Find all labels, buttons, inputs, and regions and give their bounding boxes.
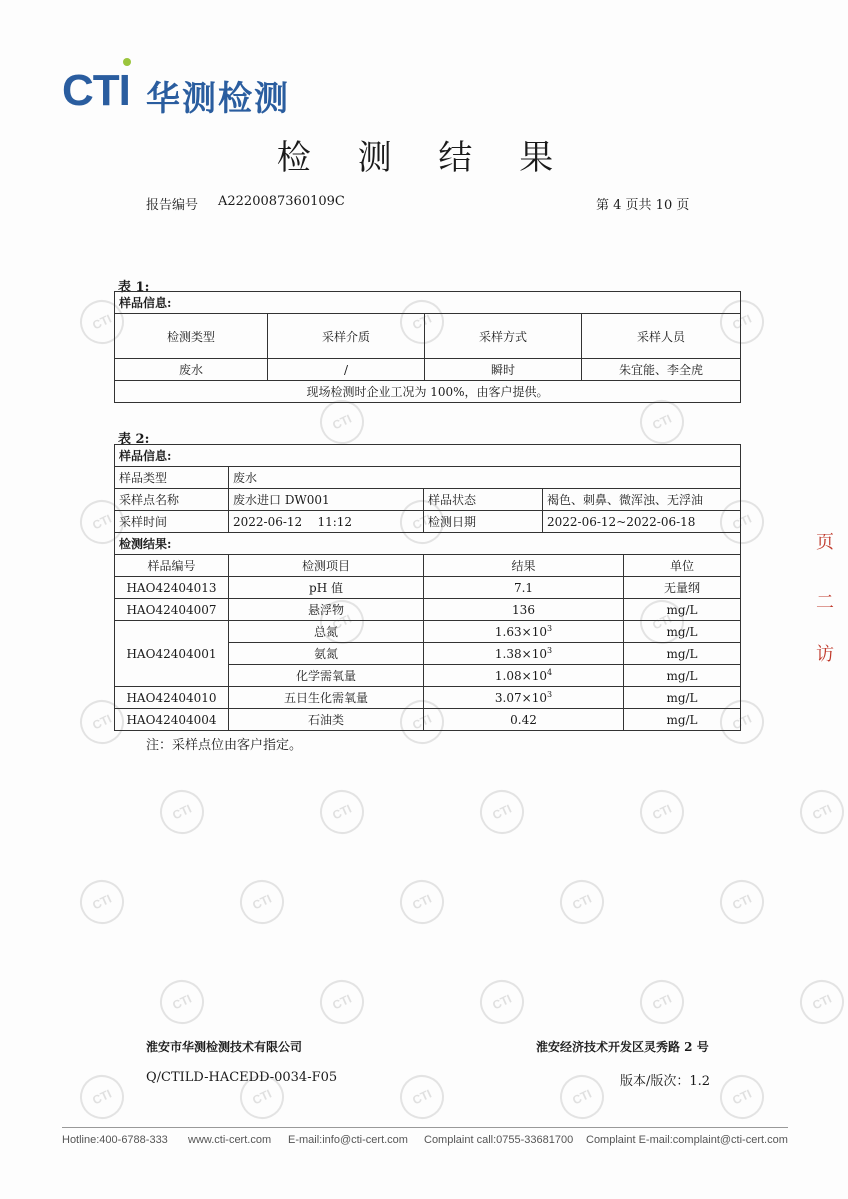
table2-footnote: 注：采样点位由客户指定。: [146, 738, 303, 753]
cti-watermark-icon: CTI: [713, 293, 771, 351]
result-value: $1.38\times 10^3$: [424, 643, 624, 665]
logo-dot-icon: [123, 58, 131, 66]
sampling-point: 废水进口 DW001: [229, 489, 424, 511]
cti-watermark-icon: CTI: [713, 493, 771, 551]
complaint-call: Complaint call:0755-33681700: [424, 1134, 574, 1146]
table2-section-info: 样品信息:: [115, 445, 741, 467]
sample-id: HAO42404004: [115, 709, 229, 731]
result-value: 7.1: [424, 577, 624, 599]
company-logo-text: 华测检测: [146, 79, 290, 119]
website-link[interactable]: www.cti-cert.com: [188, 1134, 272, 1146]
sampling-time-label: 采样时间: [115, 511, 229, 533]
cti-watermark-icon: CTI: [313, 393, 371, 451]
result-value: $1.08\times 10^4$: [424, 665, 624, 687]
cti-watermark-icon: CTI: [393, 873, 451, 931]
test-date: 2022-06-12~2022-06-18: [543, 511, 741, 533]
footer-company: 淮安市华测检测技术有限公司: [146, 1040, 303, 1054]
sample-id: HAO42404013: [115, 577, 229, 599]
result-value: 0.42: [424, 709, 624, 731]
doc-version: 版本/版次：1.2: [620, 1074, 711, 1089]
table1-caption: 表 1:: [118, 280, 150, 295]
cti-watermark-icon: CTI: [73, 693, 131, 751]
unit: mg/L: [624, 709, 741, 731]
cti-watermark-icon: CTI: [73, 293, 131, 351]
table1-note: 现场检测时企业工况为 100%，由客户提供。: [115, 381, 741, 403]
cti-watermark-icon: CTI: [233, 1068, 291, 1126]
results-table: [114, 554, 741, 731]
cti-watermark-icon: CTI: [233, 873, 291, 931]
margin-mark: 页: [816, 532, 834, 553]
sample-state: 褐色、刺鼻、微浑浊、无浮油: [543, 489, 741, 511]
unit: mg/L: [624, 687, 741, 709]
sampling-point-label: 采样点名称: [115, 489, 229, 511]
table-row: [115, 577, 741, 599]
sample-state-label: 样品状态: [424, 489, 543, 511]
cti-logo: CTI: [62, 66, 130, 115]
cti-watermark-icon: CTI: [393, 1068, 451, 1126]
unit: mg/L: [624, 665, 741, 687]
test-item: 五日生化需氧量: [229, 687, 424, 709]
table2: [114, 444, 741, 555]
table2-section-result: 检测结果:: [115, 533, 741, 555]
cti-watermark-icon: CTI: [633, 783, 691, 841]
table1-header: 采样介质: [268, 314, 425, 359]
sampling-time: 2022-06-12 11:12: [229, 511, 424, 533]
table1-cell: /: [268, 359, 425, 381]
margin-mark: 二: [816, 592, 834, 613]
table1-cell: 瞬时: [425, 359, 582, 381]
results-header: 单位: [624, 555, 741, 577]
cti-watermark-icon: CTI: [793, 783, 848, 841]
table-row: [115, 621, 741, 643]
unit: mg/L: [624, 599, 741, 621]
sample-type-label: 样品类型: [115, 467, 229, 489]
cti-watermark-icon: CTI: [73, 1068, 131, 1126]
cti-watermark-icon: CTI: [153, 783, 211, 841]
test-date-label: 检测日期: [424, 511, 543, 533]
table-row: [115, 709, 741, 731]
cti-watermark-icon: CTI: [713, 873, 771, 931]
page-title: 检 测 结 果: [276, 138, 572, 178]
result-value: $1.63\times 10^3$: [424, 621, 624, 643]
test-item: 石油类: [229, 709, 424, 731]
test-item: 悬浮物: [229, 599, 424, 621]
cti-watermark-icon: CTI: [473, 973, 531, 1031]
cti-watermark-icon: CTI: [553, 1068, 611, 1126]
footer-address: 淮安经济技术开发区灵秀路 2 号: [536, 1040, 709, 1054]
results-header: 结果: [424, 555, 624, 577]
complaint-email-link[interactable]: Complaint E-mail:complaint@cti-cert.com: [586, 1134, 788, 1146]
cti-watermark-icon: CTI: [713, 1068, 771, 1126]
table1-section: 样品信息:: [115, 292, 741, 314]
cti-watermark-icon: CTI: [473, 783, 531, 841]
cti-watermark-icon: CTI: [793, 973, 848, 1031]
unit: mg/L: [624, 621, 741, 643]
margin-mark: 访: [816, 644, 834, 665]
cti-watermark-icon: CTI: [153, 973, 211, 1031]
cti-watermark-icon: CTI: [633, 593, 691, 651]
cti-watermark-icon: CTI: [633, 973, 691, 1031]
hotline: Hotline:400-6788-333: [62, 1134, 168, 1146]
table-row: [115, 687, 741, 709]
cti-watermark-icon: CTI: [313, 973, 371, 1031]
table1-cell: 朱宜能、李全虎: [582, 359, 741, 381]
test-item: 总氮: [229, 621, 424, 643]
cti-watermark-icon: CTI: [313, 783, 371, 841]
email-link[interactable]: E-mail:info@cti-cert.com: [288, 1134, 408, 1146]
page-indicator: 第 4 页共 10 页: [596, 198, 690, 213]
test-item: 氨氮: [229, 643, 424, 665]
cti-watermark-icon: CTI: [713, 693, 771, 751]
results-header: 样品编号: [115, 555, 229, 577]
table1: [114, 291, 741, 403]
cti-watermark-icon: CTI: [633, 393, 691, 451]
report-number-label: 报告编号: [146, 198, 199, 213]
table1-header: 检测类型: [115, 314, 268, 359]
results-header: 检测项目: [229, 555, 424, 577]
table2-caption: 表 2:: [118, 432, 150, 447]
cti-watermark-icon: CTI: [553, 873, 611, 931]
test-item: pH 值: [229, 577, 424, 599]
unit: mg/L: [624, 643, 741, 665]
table-row: [115, 599, 741, 621]
doc-code: Q/CTILD-HACEDD-0034-F05: [146, 1070, 338, 1085]
cti-watermark-icon: CTI: [393, 693, 451, 751]
sample-id: HAO42404007: [115, 599, 229, 621]
cti-watermark-icon: CTI: [393, 493, 451, 551]
sample-id: HAO42404001: [115, 621, 229, 687]
report-number: A2220087360109C: [218, 194, 345, 209]
cti-watermark-icon: CTI: [313, 593, 371, 651]
table1-cell: 废水: [115, 359, 268, 381]
sample-id: HAO42404010: [115, 687, 229, 709]
result-value: 136: [424, 599, 624, 621]
cti-watermark-icon: CTI: [73, 873, 131, 931]
cti-watermark-icon: CTI: [393, 293, 451, 351]
table1-header: 采样方式: [425, 314, 582, 359]
test-item: 化学需氧量: [229, 665, 424, 687]
cti-watermark-icon: CTI: [73, 493, 131, 551]
sample-type: 废水: [229, 467, 741, 489]
result-value: $3.07\times 10^3$: [424, 687, 624, 709]
table1-header: 采样人员: [582, 314, 741, 359]
footer-divider: [62, 1127, 788, 1128]
unit: 无量纲: [624, 577, 741, 599]
